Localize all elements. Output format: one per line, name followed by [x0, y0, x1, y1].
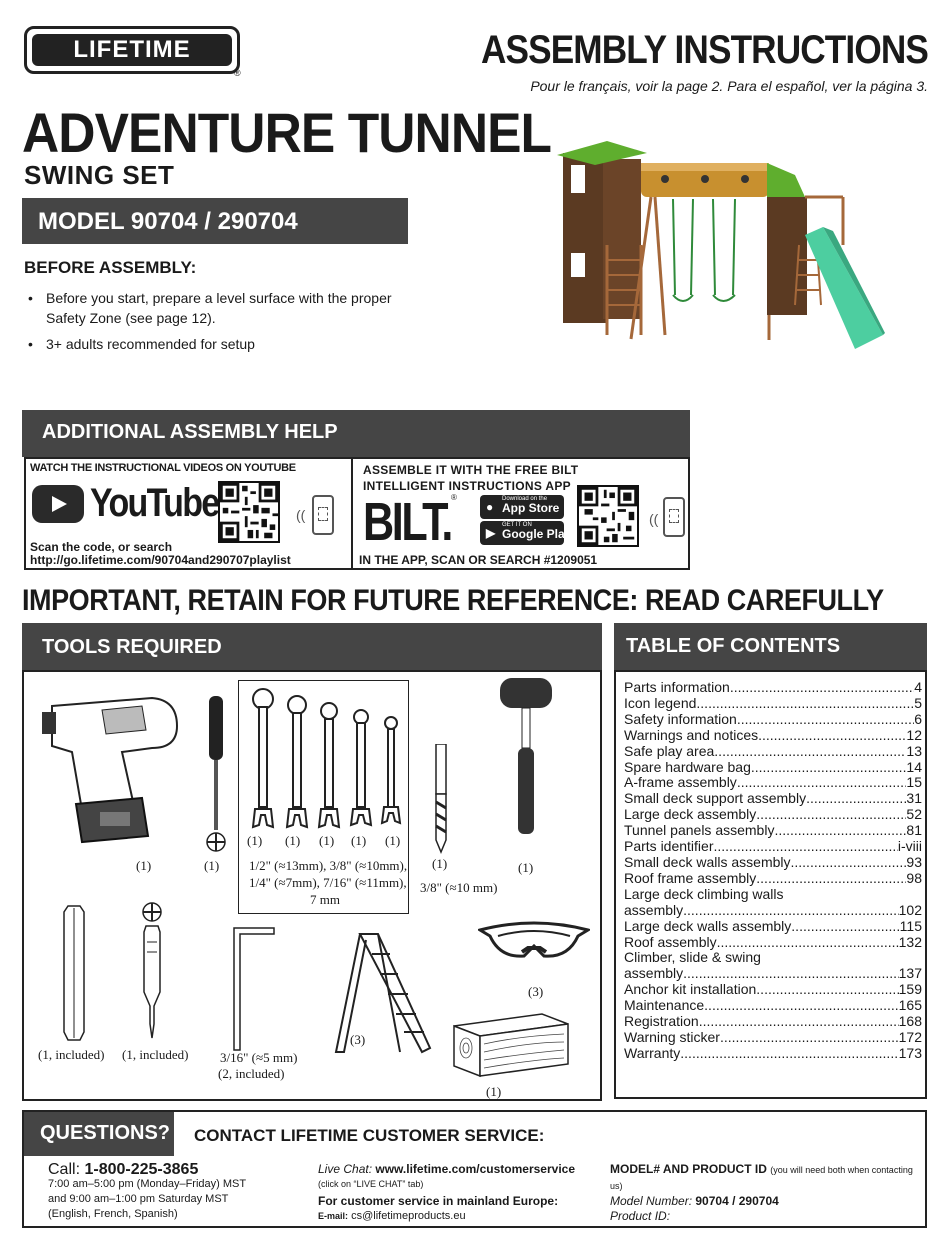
toc-heading: TABLE OF CONTENTS [614, 623, 927, 670]
allen-wrench-quantity: (2, included) [218, 1066, 285, 1081]
logo-text: LIFETIME [32, 34, 232, 66]
hours-saturday: and 9:00 am–1:00 pm Saturday MST [48, 1193, 229, 1205]
toc-leader-dots [730, 680, 914, 696]
toc-entry-title: Large deck climbing walls [624, 886, 784, 902]
mallet-quantity: (1) [518, 860, 534, 875]
hours-weekday: 7:00 am–5:00 pm (Monday–Friday) MST [48, 1178, 247, 1190]
apple-icon: ● [486, 500, 494, 514]
bilt-qr-code[interactable] [577, 485, 639, 547]
toc-entry [624, 760, 922, 776]
toc-entry [624, 680, 922, 696]
toc-entry-page: 115 [899, 918, 922, 934]
youtube-panel [26, 459, 353, 568]
toc-leader-dots [737, 712, 914, 728]
toc-entry-page: 12 [906, 727, 922, 743]
scan-waves-icon: (( [649, 511, 659, 527]
contact-heading: CONTACT LIFETIME CUSTOMER SERVICE: [194, 1126, 545, 1145]
toc-entry-page: 172 [898, 1029, 922, 1045]
chat-contact [318, 1162, 575, 1224]
toc-entry-page: 102 [898, 902, 922, 918]
phone-contact [48, 1162, 246, 1222]
model-banner: MODEL 90704 / 290704 [22, 198, 408, 244]
logo-registered-mark: ® [234, 68, 241, 78]
toc-leader-dots [699, 1014, 899, 1030]
help-box [24, 457, 690, 570]
model-note: (you will need both when contacting us) [610, 1165, 913, 1191]
toc-leader-dots [774, 823, 906, 839]
wood-block-icon [450, 1008, 570, 1078]
toc-entry-page: 81 [906, 823, 922, 839]
lifetime-logo [24, 26, 240, 74]
product-subtitle: SWING SET [24, 160, 175, 190]
chat-link[interactable]: www.lifetime.com/customerservice [375, 1162, 576, 1176]
toc-entry [624, 1030, 922, 1046]
toc-entry-title: assembly [624, 902, 684, 918]
youtube-playlist-link[interactable]: http://go.lifetime.com/90704and290707playlist [30, 553, 291, 567]
model-heading: MODEL# AND PRODUCT ID [610, 1162, 767, 1176]
toc-leader-dots [713, 839, 897, 855]
list-item: • 3+ adults recommended for setup [24, 334, 404, 354]
toc-entry [624, 775, 922, 791]
phone-scan-icon [663, 497, 685, 537]
toc-entry-page: 13 [906, 743, 922, 759]
wood-block-quantity: (1) [486, 1084, 502, 1099]
wrench-set-panel [238, 680, 409, 914]
app-store-badge[interactable] [480, 495, 564, 519]
toc-entry-title: Maintenance [624, 998, 705, 1014]
toc-entry-page: 31 [906, 791, 922, 807]
toc-leader-dots [791, 855, 907, 871]
tools-panel [22, 670, 602, 1101]
toc-entry-page: 173 [898, 1045, 922, 1061]
app-store-label: App Store [502, 501, 560, 515]
toc-entry [624, 728, 922, 744]
toc-entry-title: Anchor kit installation [624, 982, 757, 998]
chat-note: (click on “LIVE CHAT” tab) [318, 1179, 424, 1189]
rubber-mallet-icon [498, 674, 558, 840]
toc-leader-dots [756, 871, 906, 887]
safety-glasses-quantity: (3) [528, 984, 544, 999]
questions-tab: QUESTIONS? [24, 1112, 174, 1156]
europe-heading: For customer service in mainland Europe: [318, 1194, 559, 1208]
toc-entry-title: Parts information [624, 680, 730, 695]
help-heading: ADDITIONAL ASSEMBLY HELP [22, 410, 690, 457]
model-number: 90704 / 290704 [695, 1194, 779, 1208]
toc-entry [624, 823, 922, 839]
toc-entry-title: Small deck support assembly [624, 791, 807, 807]
toc-entry-page: 93 [906, 854, 922, 870]
toc-entry-title: Safety information [624, 711, 737, 727]
toc-entry [624, 950, 922, 966]
safety-glasses-icon [478, 918, 590, 978]
wrench-quantity: (1) [351, 833, 367, 848]
toc-entry-page: 52 [906, 807, 922, 823]
toc-entry-page: 14 [906, 759, 922, 775]
wrench-quantity: (1) [385, 833, 401, 848]
toc-entry-page: 6 [914, 711, 922, 727]
product-id-label: Product ID: [610, 1209, 671, 1223]
google-play-icon: ▶ [486, 526, 496, 540]
google-play-badge[interactable] [480, 521, 572, 545]
toc-entry-title: Tunnel panels assembly [624, 823, 775, 839]
toc-entry [624, 839, 922, 855]
youtube-qr-code[interactable] [218, 481, 280, 543]
toc-entry-title: Warning sticker [624, 1029, 720, 1045]
model-number-label: Model Number: [610, 1194, 693, 1208]
languages: (English, French, Spanish) [48, 1208, 178, 1220]
toc-entry [624, 712, 922, 728]
hex-bit-quantity: (1, included) [38, 1047, 105, 1062]
youtube-wordmark: YouTube [90, 481, 219, 525]
toc-leader-dots [756, 982, 898, 998]
toc-entry [624, 903, 922, 919]
toc-entry-page: 137 [898, 966, 922, 982]
bilt-panel [353, 459, 688, 568]
toc-entry-title: Warranty [624, 1045, 681, 1061]
call-label: Call: [48, 1161, 81, 1178]
google-play-small-text: GET IT ON [502, 522, 532, 528]
toc-leader-dots [737, 775, 907, 791]
allen-wrench-size: 3/16" (≈5 mm) [220, 1050, 298, 1065]
wrench-quantity: (1) [285, 833, 301, 848]
app-store-small-text: Download on the [502, 496, 548, 502]
bilt-registered-mark: ® [451, 493, 457, 502]
toc-leader-dots [696, 696, 914, 712]
toc-entry [624, 696, 922, 712]
before-assembly-heading: BEFORE ASSEMBLY: [24, 258, 197, 277]
drill-bit-quantity: (1) [432, 856, 448, 871]
drill-icon [42, 686, 182, 846]
toc-entry-page: 15 [906, 775, 922, 791]
bilt-scan-text: IN THE APP, SCAN OR SEARCH #1209051 [359, 553, 598, 567]
language-note: Pour le français, voir la page 2. Para el español, ver la página 3. [530, 78, 928, 94]
toc-entry [624, 807, 922, 823]
toc-entry [624, 744, 922, 760]
email-label: E-mail: [318, 1211, 349, 1221]
screwdriver-quantity: (1) [204, 858, 220, 873]
toc-entry [624, 935, 922, 951]
important-heading: IMPORTANT, RETAIN FOR FUTURE REFERENCE: READ CAREFULLY [22, 584, 884, 617]
toc-entry-page: i-viii [897, 839, 922, 855]
model-info [610, 1162, 925, 1224]
allen-wrench-icon [230, 924, 280, 1054]
wrench-set-icon [245, 687, 405, 833]
toc-entry-title: Safe play area [624, 743, 715, 759]
step-ladder-icon [330, 928, 440, 1058]
bilt-heading: ASSEMBLE IT WITH THE FREE BILT INTELLIGENT INSTRUCTIONS APP [363, 463, 579, 493]
toc-entry [624, 855, 922, 871]
toc-entry [624, 998, 922, 1014]
toc-leader-dots [683, 903, 899, 919]
toc-leader-dots [751, 760, 907, 776]
toc-leader-dots [806, 791, 906, 807]
toc-entry [624, 871, 922, 887]
tools-heading: TOOLS REQUIRED [22, 623, 602, 670]
email-link[interactable]: cs@lifetimeproducts.eu [351, 1210, 466, 1222]
wrench-sizes-line: 1/2" (≈13mm), 3/8" (≈10mm), [249, 858, 408, 873]
toc-entry-title: Large deck assembly [624, 807, 757, 823]
toc-entry-page: 98 [906, 870, 922, 886]
swing-set-illustration [555, 135, 885, 357]
phone-number[interactable]: 1-800-225-3865 [84, 1161, 199, 1178]
youtube-scan-line1: Scan the code, or search [30, 540, 173, 554]
toc-entry-page: 168 [898, 1014, 922, 1030]
google-play-label: Google Play [502, 527, 572, 541]
phillips-bit-quantity: (1, included) [122, 1047, 189, 1062]
toc-entry-title: Parts identifier [624, 839, 714, 855]
toc-entry-title: Roof frame assembly [624, 870, 757, 886]
toc-leader-dots [704, 998, 898, 1014]
toc-leader-dots [791, 919, 899, 935]
before-assembly-list [24, 288, 404, 360]
wrench-quantity: (1) [319, 833, 335, 848]
bilt-wordmark: BILT. [363, 492, 451, 552]
toc-list [624, 680, 922, 1062]
toc-entry [624, 1046, 922, 1062]
toc-leader-dots [714, 744, 906, 760]
drill-bit-icon [432, 744, 450, 854]
youtube-play-icon [32, 485, 84, 523]
customer-service-panel [22, 1110, 927, 1228]
toc-entry [624, 919, 922, 935]
toc-entry [624, 887, 922, 903]
toc-entry [624, 966, 922, 982]
wrench-sizes-line: 1/4" (≈7mm), 7/16" (≈11mm), [249, 875, 407, 890]
drill-bit-size: 3/8" (≈10 mm) [420, 880, 498, 895]
phillips-bit-icon [138, 902, 166, 1044]
toc-entry-title: Warnings and notices [624, 727, 759, 743]
toc-entry-title: Large deck walls assembly [624, 918, 792, 934]
wrench-sizes-line: 7 mm [310, 892, 340, 907]
product-name: ADVENTURE TUNNEL [22, 101, 552, 164]
screwdriver-icon [204, 696, 228, 856]
drill-quantity: (1) [136, 858, 152, 873]
wrench-quantity: (1) [247, 833, 263, 848]
toc-entry-page: 132 [898, 934, 922, 950]
toc-leader-dots [720, 1030, 899, 1046]
toc-panel [614, 670, 927, 1099]
toc-entry-title: Small deck walls assembly [624, 854, 791, 870]
step-ladder-quantity: (3) [350, 1032, 366, 1047]
hex-bit-icon [62, 904, 86, 1044]
toc-entry-title: A-frame assembly [624, 775, 737, 791]
toc-entry-page: 165 [898, 998, 922, 1014]
toc-leader-dots [680, 1046, 898, 1062]
wrench-sizes [249, 857, 408, 908]
toc-entry-title: Roof assembly [624, 934, 717, 950]
scan-waves-icon: (( [296, 507, 306, 523]
toc-entry-title: Spare hardware bag [624, 759, 751, 775]
toc-leader-dots [756, 807, 906, 823]
youtube-scan-text [30, 541, 291, 567]
toc-leader-dots [758, 728, 906, 744]
toc-entry [624, 982, 922, 998]
document-title: ASSEMBLY INSTRUCTIONS [480, 28, 928, 72]
toc-leader-dots [717, 935, 899, 951]
toc-entry-title: Registration [624, 1014, 699, 1030]
toc-entry-title: Icon legend [624, 695, 697, 711]
toc-entry [624, 1014, 922, 1030]
toc-entry-title: assembly [624, 966, 684, 982]
chat-label: Live Chat: [318, 1162, 373, 1176]
toc-leader-dots [683, 966, 899, 982]
toc-entry-page: 5 [914, 695, 922, 711]
phone-scan-icon [312, 495, 334, 535]
toc-entry-title: Climber, slide & swing [624, 950, 761, 966]
toc-entry-page: 159 [898, 982, 922, 998]
youtube-heading: WATCH THE INSTRUCTIONAL VIDEOS ON YOUTUBE [30, 462, 296, 474]
toc-entry-page: 4 [914, 680, 922, 695]
list-item: • Before you start, prepare a level surface with the proper Safety Zone (see page 12). [24, 288, 404, 328]
toc-entry [624, 791, 922, 807]
